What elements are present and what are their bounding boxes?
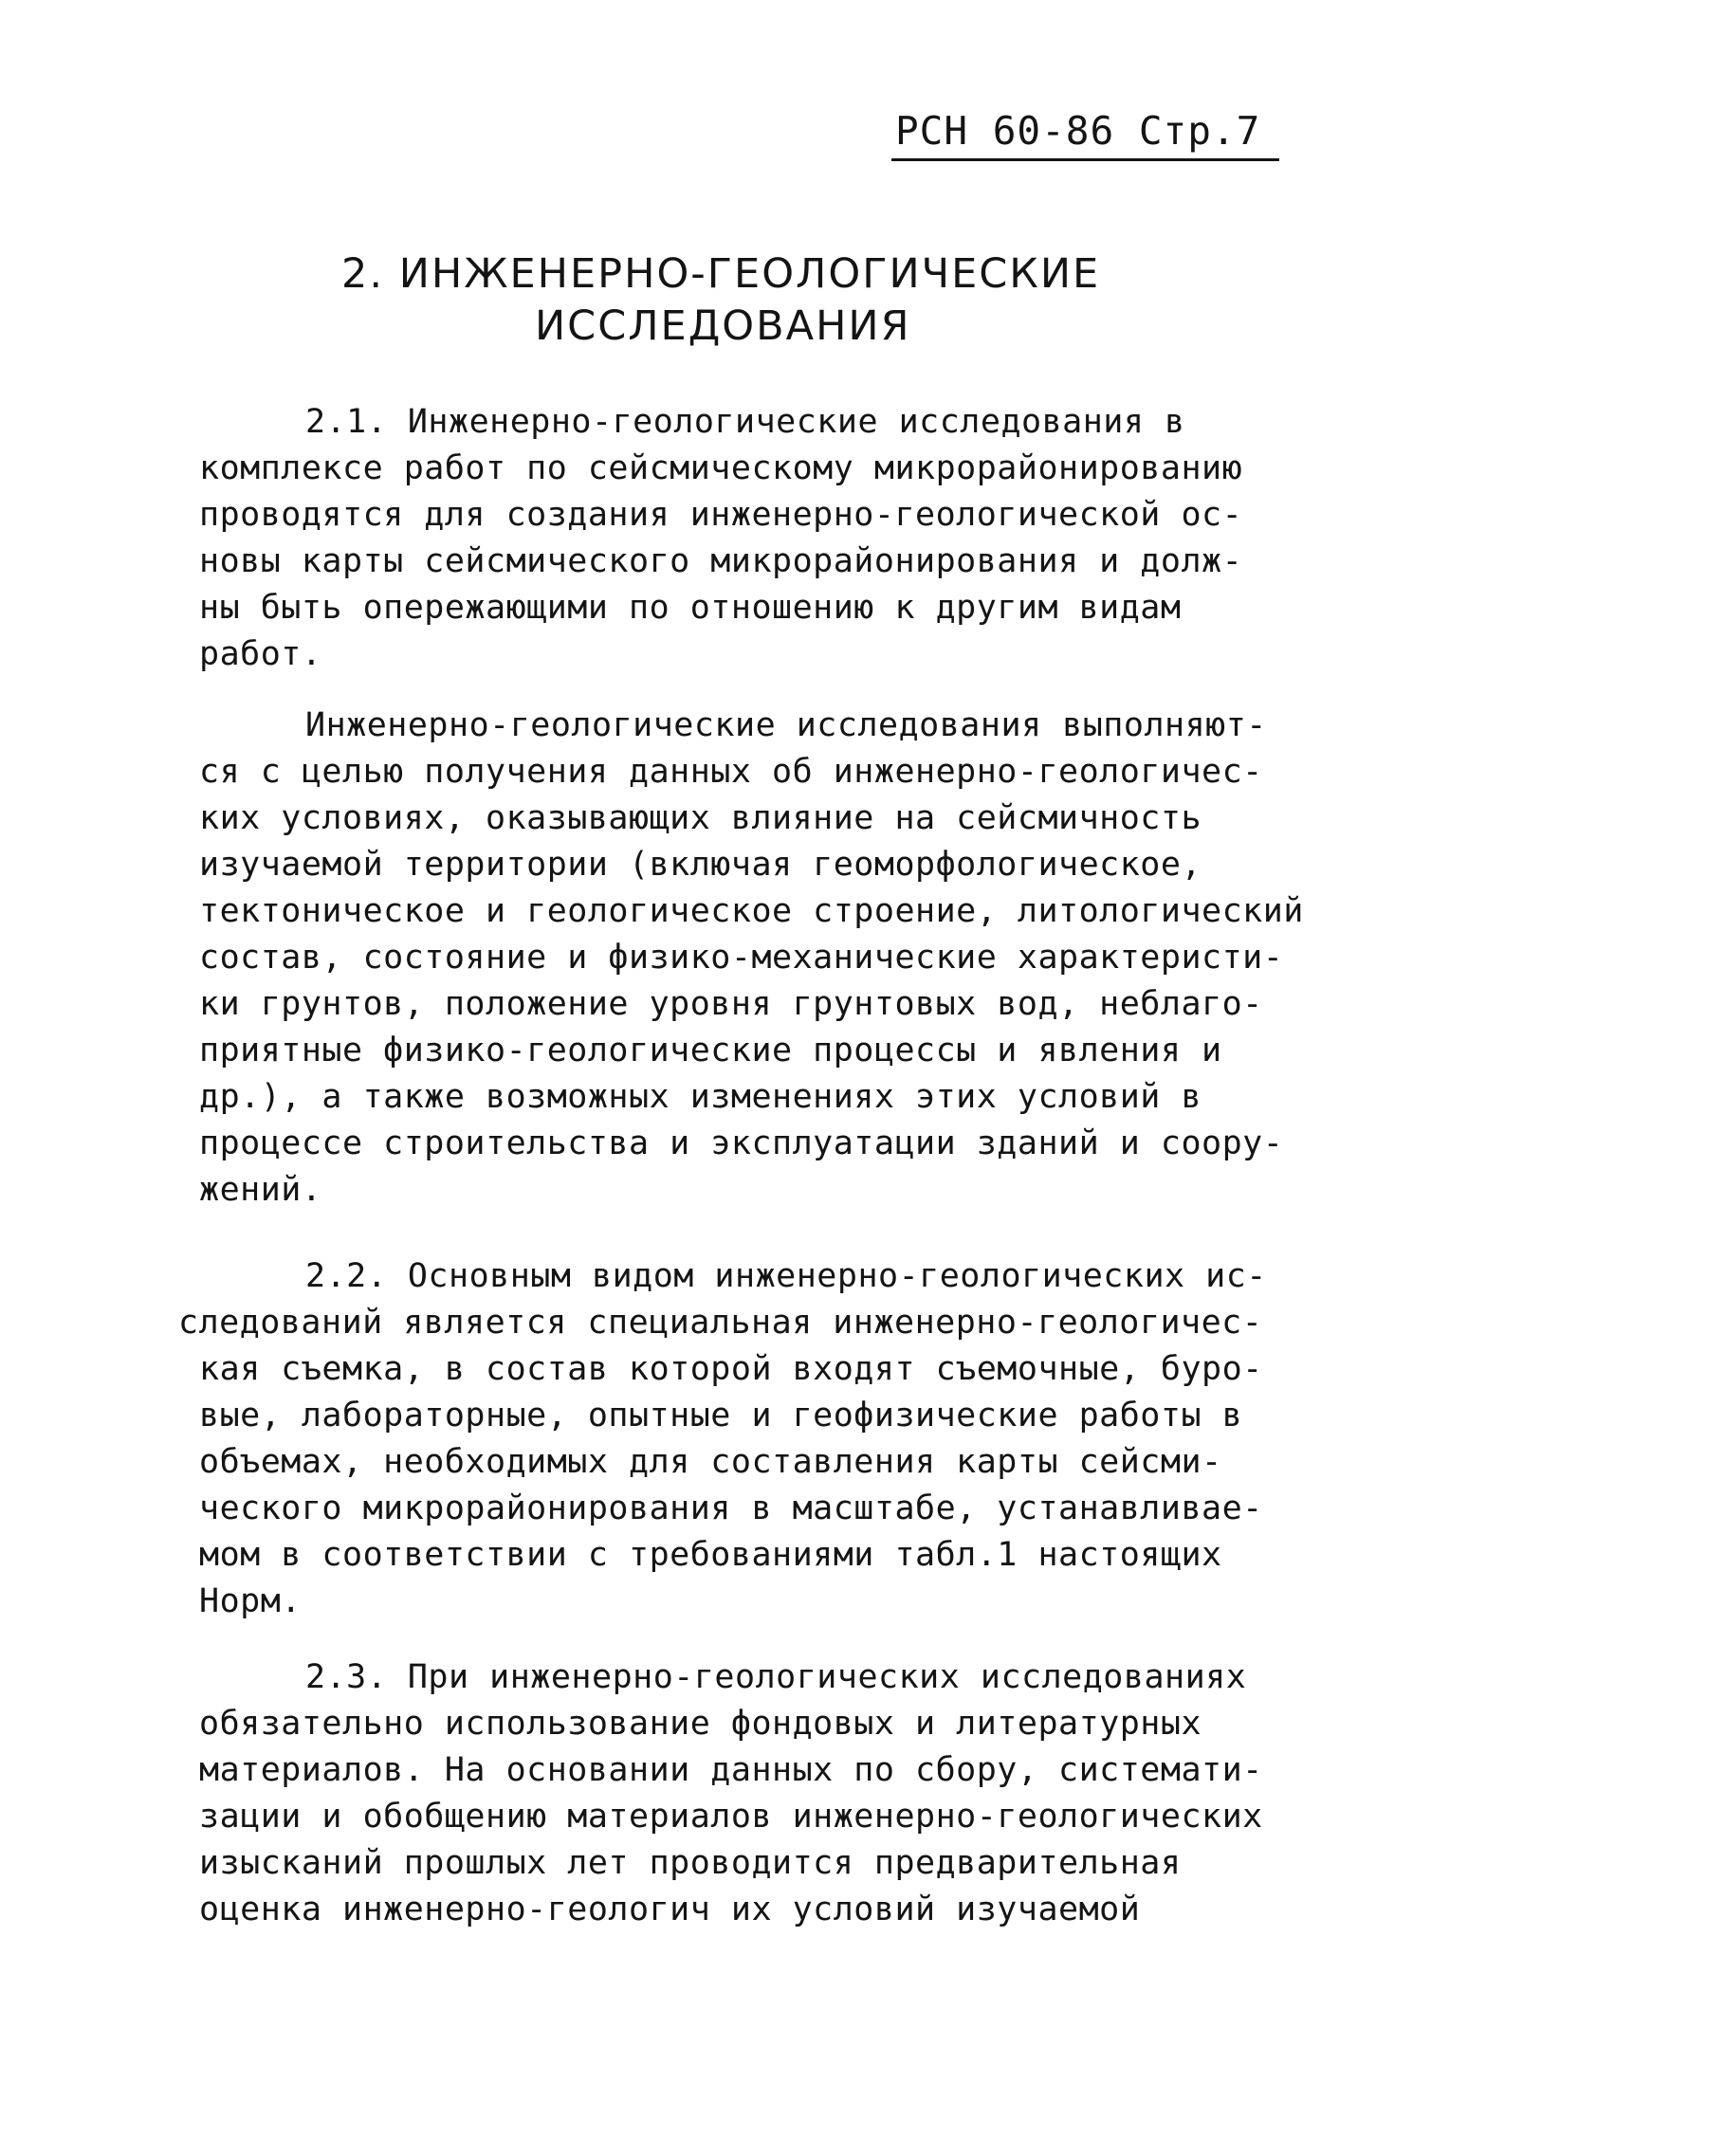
text-line: ся с целью получения данных об инженерно-геологичес- [199, 753, 1263, 791]
text-line: кая съемка, в состав которой входят съемочные, буро- [199, 1350, 1263, 1388]
section-title [341, 248, 1100, 353]
text-line: объемах, необходимых для составления карты сейсми- [199, 1443, 1222, 1481]
section-title-line-2: ИССЛЕДОВАНИЯ [535, 302, 911, 350]
text-line: оценка инженерно-геологич их условий изучаемой [199, 1891, 1141, 1928]
text-line: Инженерно-геологические исследования выполняют- [305, 706, 1267, 744]
text-line: проводятся для создания инженерно-геологической ос- [199, 496, 1243, 534]
text-line: новы карты сейсмического микрорайонирования и долж- [199, 542, 1243, 580]
paragraph-2-2 [178, 1253, 1267, 1625]
text-line: приятные физико-геологические процессы и явления и [199, 1032, 1222, 1069]
text-line: жений. [199, 1171, 322, 1209]
page-header-reference: РСН 60-86 Стр.7 [891, 112, 1279, 161]
text-line: ны быть опережающими по отношению к другим видам [199, 589, 1182, 627]
text-line: ческого микрорайонирования в масштабе, устанавливае- [199, 1489, 1263, 1527]
text-line: изучаемой территории (включая геоморфологическое, [199, 846, 1202, 884]
text-line: обязательно использование фондовых и литературных [199, 1705, 1202, 1743]
text-line: процессе строительства и эксплуатации зданий и соору- [199, 1124, 1284, 1162]
text-line: 2.2. Основным видом инженерно-геологических ис- [305, 1257, 1267, 1295]
text-line: ких условиях, оказывающих влияние на сейсмичность [199, 799, 1202, 837]
text-line: зации и обобщению материалов инженерно-геологических [199, 1798, 1263, 1836]
text-line: работ. [199, 635, 322, 673]
text-line: др.), а также возможных изменениях этих условий в [199, 1078, 1202, 1116]
text-line: Норм. [199, 1582, 302, 1620]
text-line: 2.3. При инженерно-геологических исследованиях [305, 1658, 1247, 1696]
text-line: 2.1. Инженерно-геологические исследования в [305, 403, 1185, 441]
paragraph-goals [199, 703, 1304, 1214]
text-line: тектоническое и геологическое строение, литологический [199, 892, 1304, 930]
section-title-line-1: 2. ИНЖЕНЕРНО-ГЕОЛОГИЧЕСКИЕ [341, 250, 1101, 298]
text-line: изысканий прошлых лет проводится предварительная [199, 1844, 1182, 1882]
text-line: комплексе работ по сейсмическому микрорайонированию [199, 449, 1243, 487]
text-line: следований является специальная инженерно-геологичес- [178, 1304, 1263, 1342]
text-line: материалов. На основании данных по сбору, системати- [199, 1751, 1263, 1789]
text-line: состав, состояние и физико-механические характеристи- [199, 939, 1284, 977]
text-line: мом в соответствии с требованиями табл.1 настоящих [199, 1536, 1222, 1574]
paragraph-2-1 [199, 399, 1242, 678]
paragraph-2-3 [199, 1654, 1263, 1933]
text-line: ки грунтов, положение уровня грунтовых вод, неблаго- [199, 985, 1263, 1023]
text-line: вые, лабораторные, опытные и геофизические работы в [199, 1397, 1243, 1434]
